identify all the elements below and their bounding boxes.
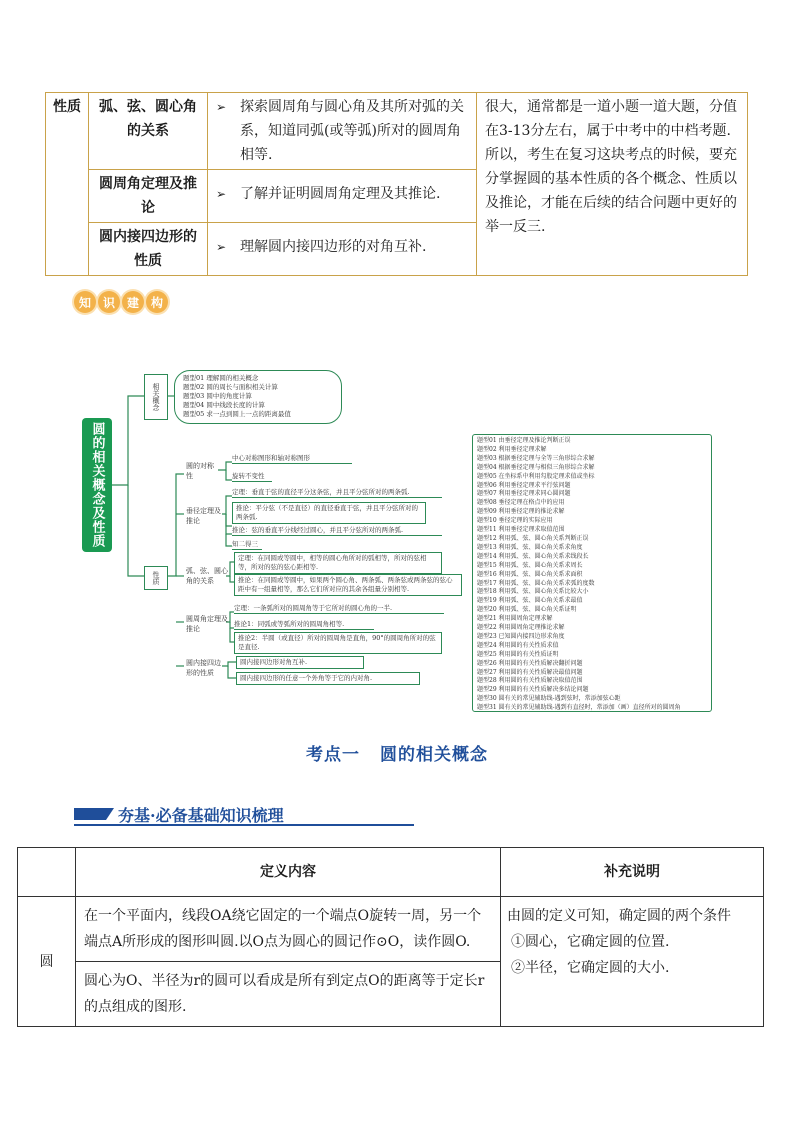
note-line: 由圆的定义可知，确定圆的两个条件 [507,908,731,924]
arrow-icon: ➢ [216,100,227,114]
sub-title: 夯基·必备基础知识梳理 [74,802,284,826]
node-quad: 圆内接四边形的性质 [186,659,221,677]
definition-2: 圆心为O、半径为r的圆可以看成是所有到定点O的距离等于定长r的点组成的图形. [76,962,501,1027]
desc-quad: ➢ 理解圆内接四边形的对角互补. [208,223,477,276]
quad-item: 圆内接四边形的任意一个外角等于它的内对角. [236,672,420,685]
badge-char: 知 [74,291,96,313]
topic-arc-chord: 弧、弦、圆心角的关系 [89,93,208,170]
perp-item: 推论：平分弦（不是直径）的直径垂直于弦，并且平分弦所对的两条弧. [232,502,426,524]
note-line: ①圆心，它确定圆的位置. [511,934,670,950]
title-bar-decoration [74,808,114,820]
property-question-types: 题型01 由垂径定理及推论判断正误 题型02 利用垂径定理求解 题型03 根据垂径定理与全等三角形综合求解 题型04 根据垂径定理与相似三角形综合求解 题型05 在坐标系中利用勾股定理求值或坐标 题型06 利用垂径定理求平行弦问题 题型07 利用垂径定理求同心圆问题 题型08 垂径定理在格点中的应用 题型09 利用垂径定理的推论求解 题型10 垂径定理的实际应用 题型11 利用垂径定理求取值范围 题型12 利用弧、弦、圆心角关系判断正误 题型13 利用弧、弦、圆心角关系求角度 题型14 利用弧、弦、圆心角关系求线段长 题型15 利用弧、弦、圆心角关系求周长 题型16 利用弧、弦、圆心角关系求面积 题型17 利用弧、弦、圆心角关系求弧的度数 题型18 利用弧、弦、圆心角关系比较大小 题型19 利用弧、弦、圆心角关系求最值 题型20 利用弧、弦、圆心角关系证明 题型21 利用圆周角定理求解 题型22 利用圆周角定理推论求解 题型23 已知圆内接四边形求角度 题型24 利用圆的有关性质求值 题型25 利用圆的有关性质证明 题型26 利用圆的有关性质解决翻折问题 题型27 利用圆的有关性质解决最值问题 题型28 利用圆的有关性质解决取值范围 题型29 利用圆的有关性质解决多结论问题 题型30 圆有关的常见辅助线-遇到弦时，常添加弦心距 题型31 圆有关的常见辅助线-遇到有直径时，常添加（画）直径所对的圆周角 [472,434,712,712]
note-line: ②半径，它确定圆的大小. [511,960,670,976]
badge-char: 建 [122,291,144,313]
branch-concepts: 相关概念 [144,374,168,420]
arrow-icon: ➢ [216,187,227,201]
property-label: 性质 [46,93,89,276]
node-arc-chord: 弧、弦、圆心角的关系 [186,567,228,585]
perp-item: 推论：弦的垂直平分线经过圆心，并且平分弦所对的两条弧. [232,526,442,536]
badge-char: 构 [146,291,168,313]
desc-inscribed-angle: ➢ 了解并证明圆周角定理及其推论. [208,170,477,223]
definition-1: 在一个平面内，线段OA绕它固定的一个端点O旋转一周，另一个端点A所形成的图形叫圆.以O点为圆心的圆记作⊙O，读作圆O. [76,897,501,962]
angle-item: 定理：一条弧所对的圆周角等于它所对的圆心角的一半. [234,604,444,614]
header-empty [18,848,76,897]
arrow-icon: ➢ [216,240,227,254]
arc-item: 推论：在同圆或等圆中，如果两个圆心角、两条弧、两条弦或两条弦的弦心距中有一组量相等，那么它们所对应的其余各组量分别相等. [234,574,462,596]
definition-table [17,847,764,1027]
notes-cell [501,897,764,1027]
sub-title-underline [74,824,414,826]
knowledge-structure-badge [74,289,170,315]
mind-map-root: 圆的相关概念及性质 [82,418,112,552]
badge-char: 识 [98,291,120,313]
term-circle: 圆 [18,897,76,1027]
angle-item: 推论2：半圆（或直径）所对的圆周角是直角，90°的圆周角所对的弦是直径. [234,632,442,654]
node-symmetry: 圆的对称性 [186,462,214,480]
header-notes: 补充说明 [501,848,764,897]
header-definition: 定义内容 [76,848,501,897]
perp-item: 知二得三 [232,540,262,550]
quad-item: 圆内接四边形对角互补. [236,656,364,669]
node-perpendicular: 垂径定理及推论 [186,507,221,525]
perp-item: 定理：垂直于弦的直径平分这条弦，并且平分弦所对的两条弧. [232,488,442,498]
symmetry-item: 中心对称图形和轴对称图形 [232,454,352,464]
desc-arc-chord: ➢ 探索圆周角与圆心角及其所对弧的关系，知道同弧(或等弧)所对的圆周角相等. [208,93,477,170]
branch-properties: 性质 [144,566,168,590]
exam-note: 很大，通常都是一道小题一道大题，分值在3-13分左右，属于中考中的中档考题. 所以，考生在复习这块考点的时候，要充分掌握圆的基本性质的各个概念、性质以及推论，才能在后续的结合问题中更好的举一反三. [477,93,748,276]
mind-map [76,366,716,712]
symmetry-item: 旋转不变性 [232,472,272,482]
angle-item: 推论1：同弧或等弧所对的圆周角相等. [234,620,374,630]
node-inscribed-angle: 圆周角定理及推论 [186,615,228,633]
topic-quad: 圆内接四边形的性质 [89,223,208,276]
concept-question-types: 题型01 理解圆的相关概念 题型02 圆的周长与面积相关计算 题型03 圆中的角度计算 题型04 圆中线段长度的计算 题型05 求一点到圆上一点的距离最值 [174,370,342,424]
topic-inscribed-angle: 圆周角定理及推论 [89,170,208,223]
requirements-table [45,92,748,276]
arc-item: 定理：在同圆或等圆中，相等的圆心角所对的弧相等，所对的弦相等，所对的弦的弦心距相等. [234,552,442,574]
section-title: 考点一 圆的相关概念 [306,745,488,765]
